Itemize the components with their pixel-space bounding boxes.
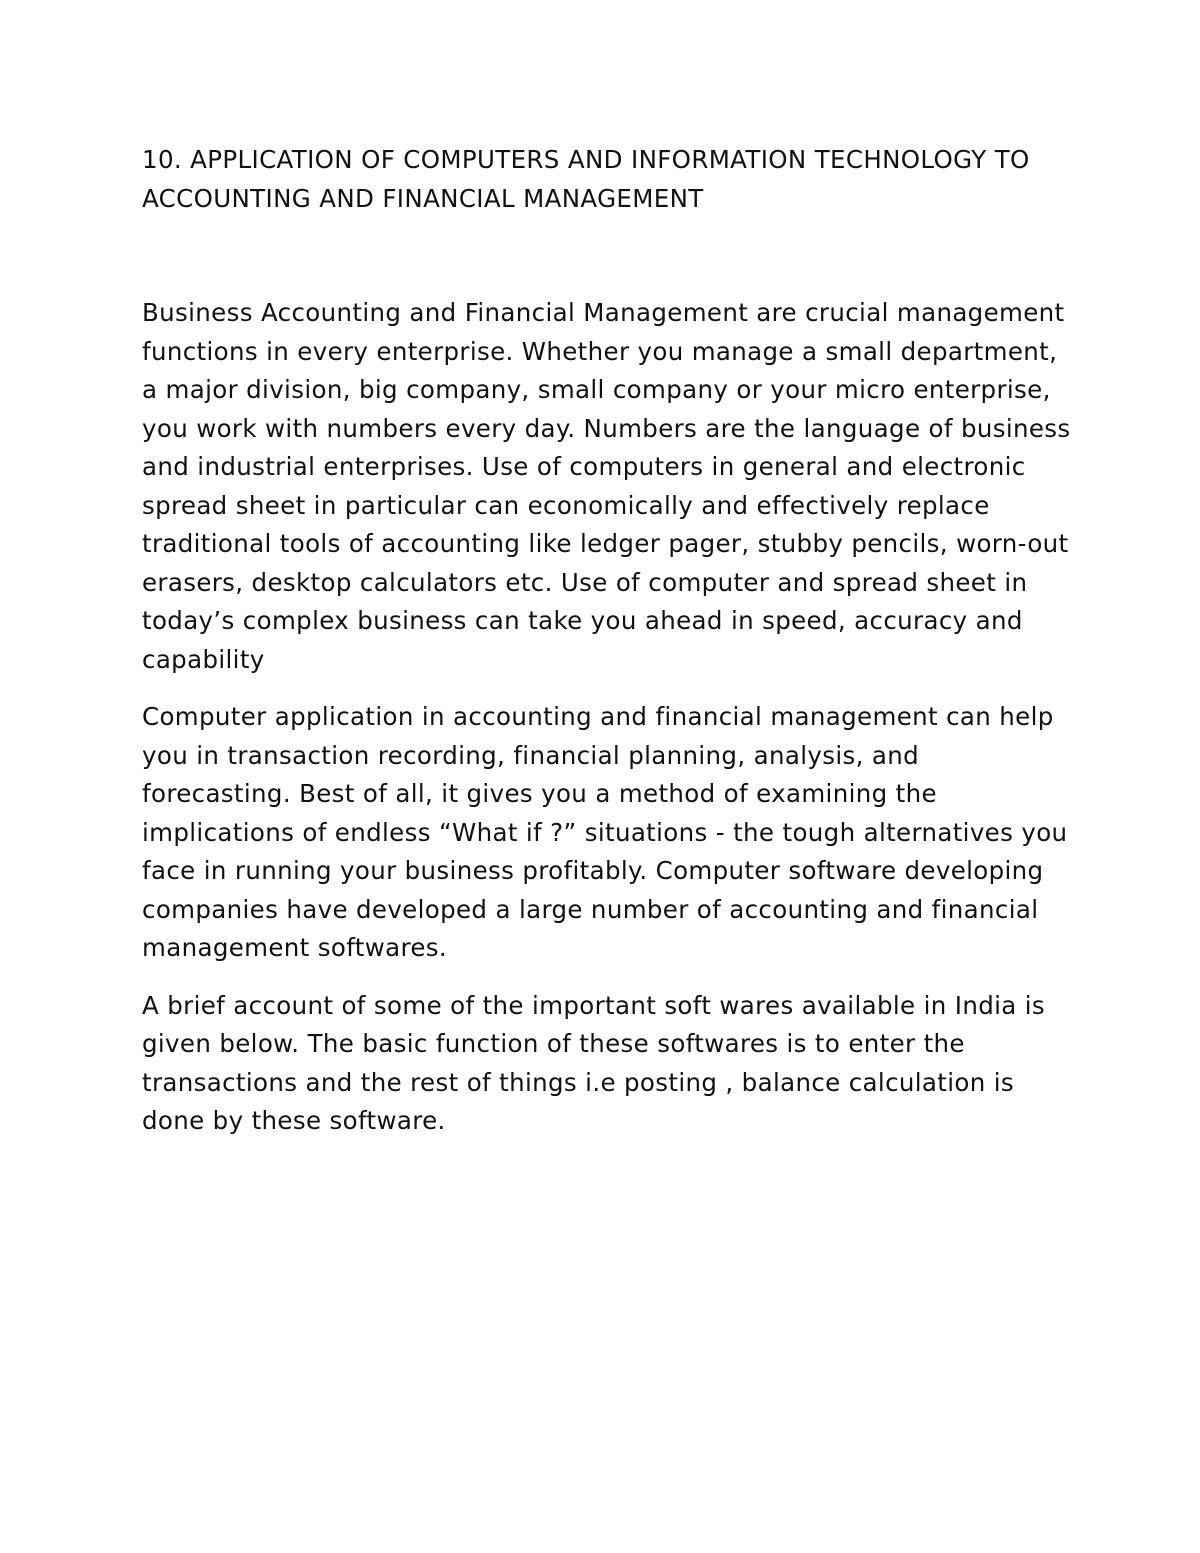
document-heading: 10. APPLICATION OF COMPUTERS AND INFORMATION TECHNOLOGY TO ACCOUNTING AND FINANCIAL MANAGEMENT [142, 145, 1030, 213]
paragraph-intro: Business Accounting and Financial Management are crucial management functions in every enterprise. Whether you manage a small department, a major division, big company, small company or your micro enterprise, you work with numbers every day. Numbers are the language of business and industrial enterprises. Use of computers in general and electronic spread sheet in particular can economically and effectively replace traditional tools of accounting like ledger pager, stubby pencils, worn-out erasers, desktop calculators etc. Use of computer and spread sheet in today’s complex business can take you ahead in speed, accuracy and capability [142, 298, 1071, 674]
document-body [142, 141, 1072, 1141]
paragraph-computer-application: Computer application in accounting and financial management can help you in transaction recording, financial planning, analysis, and forecasting. Best of all, it gives you a method of examining the implications of endless “What if ?” situations - the tough alternatives you face in running your business profitably. Computer software developing companies have developed a large number of accounting and financial management softwares. [142, 702, 1068, 962]
paragraph-softwares-india: A brief account of some of the important soft wares available in India is given below. The basic function of these softwares is to enter the transactions and the rest of things i.e posting , balance calculation is done by these software. [142, 990, 1046, 1135]
